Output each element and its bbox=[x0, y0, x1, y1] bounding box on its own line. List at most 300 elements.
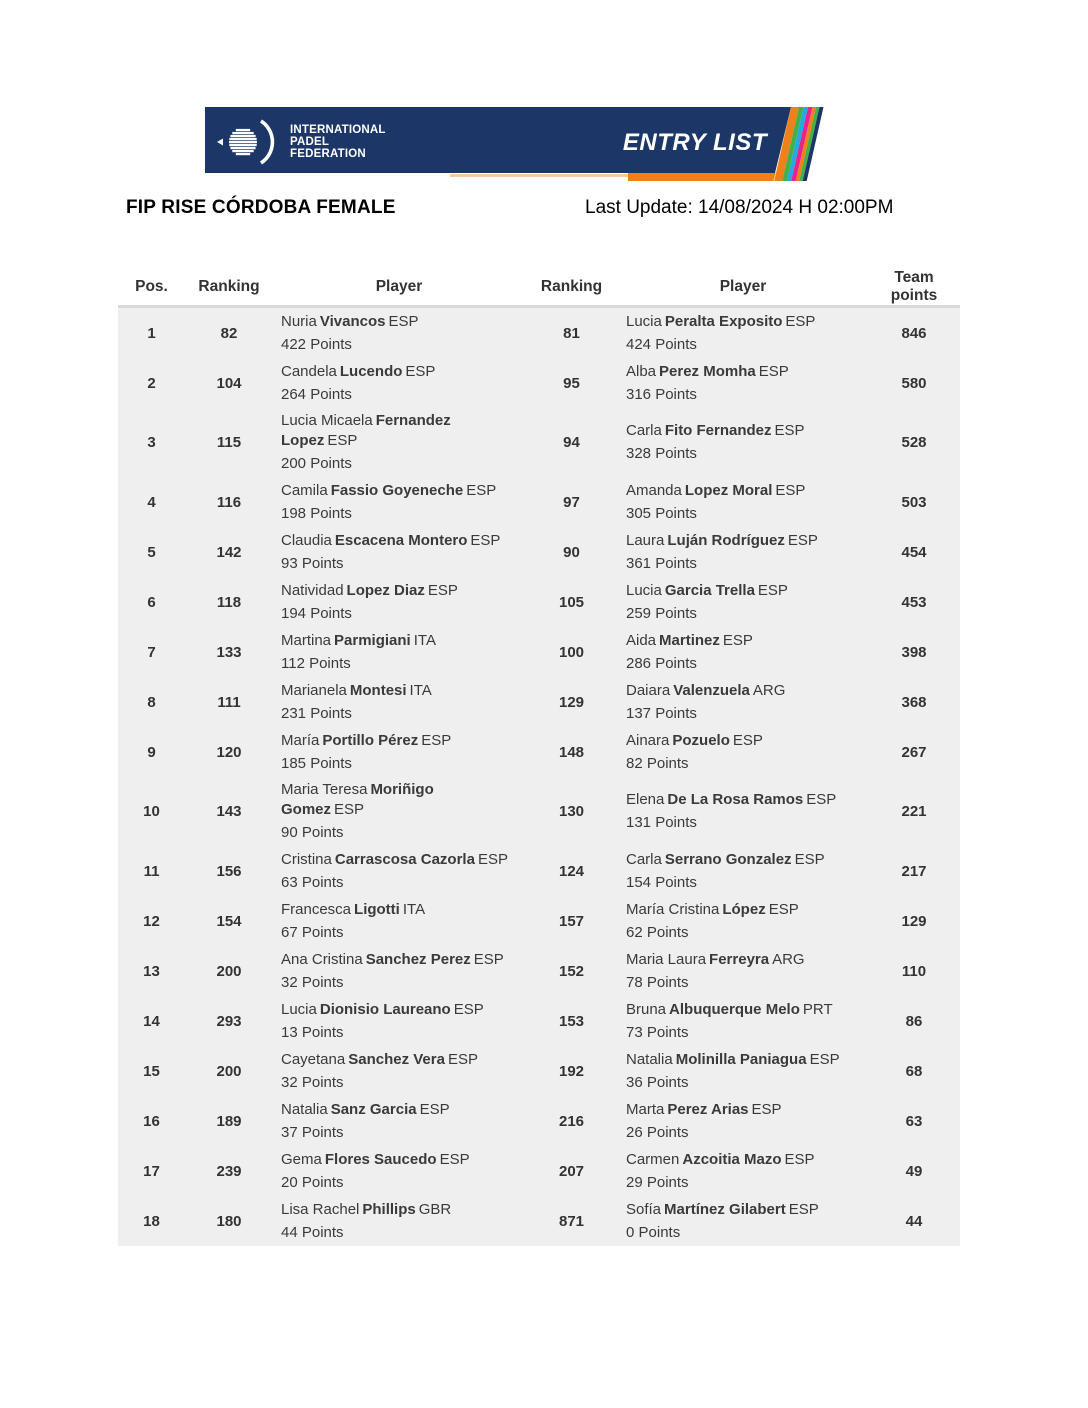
player-first-name: Francesca bbox=[281, 900, 352, 918]
ranking-cell-2: 124 bbox=[558, 862, 585, 880]
col-header-player-1: Player bbox=[375, 277, 423, 295]
pos-cell: 4 bbox=[147, 493, 156, 511]
table-row bbox=[118, 996, 960, 1046]
player-points: 424 Points bbox=[626, 335, 697, 353]
player-last-name: Serrano Gonzalez bbox=[664, 850, 792, 868]
player-last-name: Martínez Gilabert bbox=[664, 1200, 786, 1218]
player-country: ESP bbox=[809, 1050, 840, 1068]
player-first-name: Candela bbox=[281, 362, 337, 380]
player-points: 264 Points bbox=[281, 385, 352, 403]
player-last-name: López bbox=[722, 900, 766, 918]
ranking-cell-1: 189 bbox=[216, 1112, 242, 1130]
banner-graphic bbox=[205, 107, 830, 185]
player-first-name: Sofía bbox=[626, 1200, 662, 1218]
player-cell-2 bbox=[618, 681, 868, 724]
player-cell-1 bbox=[273, 531, 525, 574]
player-country: ESP bbox=[439, 1150, 470, 1168]
table-row bbox=[118, 1046, 960, 1096]
player-name bbox=[626, 362, 862, 382]
player-last-name: Sanchez Perez bbox=[365, 950, 471, 968]
player-points: 32 Points bbox=[281, 973, 344, 991]
player-country: ESP bbox=[787, 531, 818, 549]
pos-cell: 12 bbox=[143, 912, 160, 930]
player-points: 0 Points bbox=[626, 1223, 681, 1241]
player-name bbox=[281, 681, 509, 701]
team-points-cell: 580 bbox=[901, 374, 927, 392]
player-name bbox=[281, 731, 509, 751]
ranking-cell-2: 157 bbox=[558, 912, 585, 930]
player-country: ESP bbox=[774, 422, 805, 439]
player-cell-2 bbox=[618, 790, 868, 833]
table-row bbox=[118, 1146, 960, 1196]
player-cell-2 bbox=[618, 1150, 868, 1193]
player-cell-1 bbox=[273, 780, 525, 843]
ranking-cell-1: 116 bbox=[216, 493, 242, 511]
team-points-cell: 129 bbox=[901, 912, 927, 930]
player-country: ESP bbox=[473, 950, 504, 968]
player-last-name: Pozuelo bbox=[672, 731, 730, 749]
last-update: Last Update: 14/08/2024 H 02:00PM bbox=[585, 197, 894, 218]
player-points: 44 Points bbox=[281, 1223, 344, 1241]
ranking-cell-1: 111 bbox=[217, 693, 241, 711]
player-cell-2 bbox=[618, 1050, 868, 1093]
player-name bbox=[626, 1000, 862, 1020]
player-name bbox=[281, 531, 509, 551]
ranking-cell-1: 200 bbox=[216, 962, 242, 980]
player-country: ESP bbox=[427, 581, 458, 599]
player-first-name: Amanda bbox=[626, 481, 682, 499]
player-cell-2 bbox=[618, 731, 868, 774]
pos-cell: 15 bbox=[143, 1062, 160, 1080]
team-points-cell: 221 bbox=[901, 803, 927, 820]
player-last-name: Lopez Diaz bbox=[346, 581, 425, 599]
team-points-cell: 398 bbox=[901, 643, 927, 661]
player-name bbox=[281, 850, 509, 870]
player-cell-2 bbox=[618, 850, 868, 893]
player-cell-1 bbox=[273, 481, 525, 524]
pos-cell: 3 bbox=[147, 434, 156, 451]
player-points: 67 Points bbox=[281, 923, 344, 941]
player-points: 20 Points bbox=[281, 1173, 344, 1191]
player-first-name: Lisa Rachel bbox=[281, 1200, 360, 1218]
player-country: ESP bbox=[806, 791, 837, 808]
player-cell-2 bbox=[618, 1000, 868, 1043]
player-cell-2 bbox=[618, 950, 868, 993]
table-row bbox=[118, 846, 960, 896]
ranking-cell-2: 153 bbox=[558, 1012, 585, 1030]
player-last-name: Valenzuela bbox=[673, 681, 750, 699]
player-last-name: Escacena Montero bbox=[334, 531, 468, 549]
player-first-name: Natividad bbox=[281, 581, 344, 599]
player-points: 305 Points bbox=[626, 504, 697, 522]
player-country: ESP bbox=[453, 1000, 484, 1018]
player-first-name: Lucia Micaela bbox=[281, 412, 373, 429]
player-country: ESP bbox=[732, 731, 763, 749]
table-row bbox=[118, 777, 960, 846]
ranking-cell-2: 152 bbox=[558, 962, 585, 980]
player-points: 194 Points bbox=[281, 604, 352, 622]
player-last-name: Montesi bbox=[349, 681, 407, 699]
player-country: ESP bbox=[757, 581, 788, 599]
pos-cell: 11 bbox=[143, 862, 160, 880]
team-points-cell: 454 bbox=[901, 543, 927, 561]
player-country: ESP bbox=[775, 481, 806, 499]
player-name bbox=[626, 900, 862, 920]
player-cell-1 bbox=[273, 362, 525, 405]
pos-cell: 7 bbox=[147, 643, 156, 661]
player-name bbox=[281, 411, 509, 451]
player-points: 259 Points bbox=[626, 604, 697, 622]
player-name bbox=[281, 581, 509, 601]
player-first-name: Cristina bbox=[281, 850, 332, 868]
player-cell-2 bbox=[618, 481, 868, 524]
player-cell-1 bbox=[273, 1050, 525, 1093]
player-name bbox=[281, 1050, 509, 1070]
team-points-cell: 86 bbox=[905, 1012, 923, 1030]
pos-cell: 13 bbox=[143, 962, 160, 980]
player-last-name: Azcoitia Mazo bbox=[682, 1150, 782, 1168]
player-points: 200 Points bbox=[281, 455, 352, 472]
player-country: ESP bbox=[466, 481, 497, 499]
player-first-name: Natalia bbox=[281, 1100, 328, 1118]
player-name bbox=[626, 1200, 862, 1220]
player-last-name: Albuquerque Melo bbox=[669, 1000, 800, 1018]
player-first-name: Natalia bbox=[626, 1050, 673, 1068]
player-cell-2 bbox=[618, 362, 868, 405]
entry-list-label: ENTRY LIST bbox=[622, 129, 767, 156]
player-country: ESP bbox=[388, 312, 419, 330]
player-points: 29 Points bbox=[626, 1173, 689, 1191]
player-points: 361 Points bbox=[626, 554, 697, 572]
player-country: ESP bbox=[788, 1200, 819, 1218]
player-cell-1 bbox=[273, 631, 525, 674]
pos-cell: 17 bbox=[143, 1162, 160, 1180]
player-name bbox=[281, 900, 509, 920]
team-points-cell: 503 bbox=[901, 493, 927, 511]
player-name bbox=[626, 1150, 862, 1170]
player-points: 78 Points bbox=[626, 973, 689, 991]
team-points-cell: 44 bbox=[905, 1212, 923, 1230]
player-points: 90 Points bbox=[281, 824, 344, 841]
table-body bbox=[118, 308, 960, 1246]
ranking-cell-1: 200 bbox=[216, 1062, 242, 1080]
player-country: ESP bbox=[768, 900, 799, 918]
pos-cell: 8 bbox=[147, 693, 156, 711]
player-first-name: Carla bbox=[626, 422, 662, 439]
banner-peach-line bbox=[450, 174, 628, 177]
player-last-name: Martinez bbox=[659, 631, 720, 649]
player-first-name: Cayetana bbox=[281, 1050, 346, 1068]
ranking-cell-1: 143 bbox=[216, 803, 242, 820]
player-cell-1 bbox=[273, 850, 525, 893]
ranking-cell-2: 216 bbox=[558, 1112, 585, 1130]
player-cell-1 bbox=[273, 1100, 525, 1143]
team-points-cell: 110 bbox=[901, 962, 927, 980]
player-name bbox=[626, 790, 862, 810]
player-points: 73 Points bbox=[626, 1023, 689, 1041]
ranking-cell-2: 207 bbox=[558, 1162, 585, 1180]
player-last-name: Flores Saucedo bbox=[324, 1150, 437, 1168]
table-row bbox=[118, 896, 960, 946]
player-cell-2 bbox=[618, 581, 868, 624]
player-points: 231 Points bbox=[281, 704, 352, 722]
player-first-name: Camila bbox=[281, 481, 328, 499]
team-points-cell: 49 bbox=[905, 1162, 923, 1180]
ranking-cell-1: 293 bbox=[216, 1012, 242, 1030]
player-name bbox=[626, 481, 862, 501]
player-last-name: Lopez Moral bbox=[684, 481, 773, 499]
player-points: 112 Points bbox=[281, 654, 351, 672]
player-name bbox=[281, 631, 509, 651]
player-last-name: Molinilla Paniagua bbox=[675, 1050, 807, 1068]
player-country: ARG bbox=[752, 681, 786, 699]
player-points: 422 Points bbox=[281, 335, 352, 353]
player-points: 63 Points bbox=[281, 873, 344, 891]
player-last-name: Fernandez Lopez bbox=[281, 412, 451, 449]
player-country: ESP bbox=[421, 731, 452, 749]
player-last-name: Portillo Pérez bbox=[322, 731, 419, 749]
player-points: 198 Points bbox=[281, 504, 352, 522]
col-header-pos: Pos. bbox=[135, 277, 168, 295]
table-row bbox=[118, 1096, 960, 1146]
player-last-name: Ligotti bbox=[354, 900, 400, 918]
player-name bbox=[626, 421, 862, 441]
player-first-name: Marianela bbox=[281, 681, 347, 699]
table-row bbox=[118, 477, 960, 527]
logo-line-3: FEDERATION bbox=[290, 148, 366, 160]
player-points: 82 Points bbox=[626, 754, 689, 772]
ranking-cell-2: 95 bbox=[563, 374, 580, 392]
col-header-ranking-2: Ranking bbox=[540, 277, 603, 295]
player-last-name: Carrascosa Cazorla bbox=[334, 850, 475, 868]
team-points-cell: 846 bbox=[901, 324, 927, 342]
table-row bbox=[118, 527, 960, 577]
ranking-cell-2: 148 bbox=[558, 743, 585, 761]
player-name bbox=[281, 312, 509, 332]
player-points: 37 Points bbox=[281, 1123, 344, 1141]
table-row bbox=[118, 677, 960, 727]
player-last-name: Fito Fernandez bbox=[664, 422, 772, 439]
player-name bbox=[626, 950, 862, 970]
ranking-cell-2: 90 bbox=[563, 543, 580, 561]
player-country: PRT bbox=[802, 1000, 833, 1018]
player-country: ESP bbox=[722, 631, 753, 649]
player-name bbox=[626, 631, 862, 651]
table-row bbox=[118, 408, 960, 477]
player-last-name: Sanchez Vera bbox=[348, 1050, 445, 1068]
ranking-cell-2: 105 bbox=[558, 593, 585, 611]
player-first-name: Nuria bbox=[281, 312, 317, 330]
player-points: 26 Points bbox=[626, 1123, 689, 1141]
player-first-name: Ainara bbox=[626, 731, 670, 749]
player-first-name: Maria Laura bbox=[626, 950, 707, 968]
pos-cell: 6 bbox=[147, 593, 156, 611]
team-points-cell: 453 bbox=[901, 593, 927, 611]
player-name bbox=[281, 362, 509, 382]
player-points: 131 Points bbox=[626, 814, 697, 831]
player-cell-1 bbox=[273, 411, 525, 474]
player-name bbox=[281, 481, 509, 501]
player-name bbox=[626, 581, 862, 601]
player-last-name: Dionisio Laureano bbox=[319, 1000, 451, 1018]
ranking-cell-1: 82 bbox=[220, 324, 238, 342]
player-first-name: María Cristina bbox=[626, 900, 720, 918]
ranking-cell-1: 180 bbox=[216, 1212, 242, 1230]
player-country: ITA bbox=[409, 681, 432, 699]
player-last-name: Peralta Exposito bbox=[664, 312, 783, 330]
player-cell-2 bbox=[618, 631, 868, 674]
player-country: ESP bbox=[785, 312, 816, 330]
player-country: ITA bbox=[413, 631, 436, 649]
ranking-cell-1: 156 bbox=[216, 862, 242, 880]
ranking-cell-1: 133 bbox=[216, 643, 242, 661]
player-country: ESP bbox=[447, 1050, 478, 1068]
player-name bbox=[626, 312, 862, 332]
team-points-cell: 267 bbox=[901, 743, 927, 761]
player-points: 286 Points bbox=[626, 654, 697, 672]
player-last-name: Luján Rodríguez bbox=[667, 531, 785, 549]
ranking-cell-2: 94 bbox=[563, 434, 580, 451]
ranking-cell-1: 154 bbox=[216, 912, 242, 930]
ranking-cell-1: 142 bbox=[216, 543, 242, 561]
player-country: ESP bbox=[334, 801, 365, 818]
player-cell-2 bbox=[618, 900, 868, 943]
player-cell-1 bbox=[273, 681, 525, 724]
player-country: ITA bbox=[402, 900, 426, 918]
player-first-name: Carla bbox=[626, 850, 662, 868]
table-row bbox=[118, 1196, 960, 1246]
ranking-cell-1: 239 bbox=[216, 1162, 242, 1180]
player-first-name: Aida bbox=[626, 631, 657, 649]
player-first-name: Claudia bbox=[281, 531, 332, 549]
entry-table bbox=[118, 268, 960, 1246]
player-last-name: De La Rosa Ramos bbox=[667, 791, 804, 808]
player-cell-2 bbox=[618, 1100, 868, 1143]
team-points-cell: 217 bbox=[901, 862, 927, 880]
ranking-cell-2: 130 bbox=[558, 803, 585, 820]
table-row bbox=[118, 727, 960, 777]
pos-cell: 5 bbox=[147, 543, 156, 561]
player-points: 316 Points bbox=[626, 385, 697, 403]
player-first-name: Elena bbox=[626, 791, 665, 808]
col-header-team-points: Team points bbox=[890, 268, 938, 304]
player-cell-1 bbox=[273, 1150, 525, 1193]
table-row bbox=[118, 577, 960, 627]
player-last-name: Lucendo bbox=[339, 362, 403, 380]
pos-cell: 18 bbox=[143, 1212, 160, 1230]
ranking-cell-2: 100 bbox=[558, 643, 585, 661]
player-first-name: Marta bbox=[626, 1100, 665, 1118]
player-cell-2 bbox=[618, 1200, 868, 1243]
player-last-name: Ferreyra bbox=[709, 950, 770, 968]
player-country: ESP bbox=[794, 850, 825, 868]
player-name bbox=[626, 731, 862, 751]
col-header-ranking-1: Ranking bbox=[198, 277, 260, 295]
logo-line-2: PADEL bbox=[290, 136, 330, 148]
player-first-name: Carmen bbox=[626, 1150, 680, 1168]
pos-cell: 14 bbox=[143, 1012, 160, 1030]
ranking-cell-2: 97 bbox=[563, 493, 580, 511]
player-points: 36 Points bbox=[626, 1073, 689, 1091]
ranking-cell-2: 871 bbox=[558, 1212, 585, 1230]
player-country: ESP bbox=[784, 1150, 815, 1168]
player-first-name: Gema bbox=[281, 1150, 322, 1168]
player-country: ESP bbox=[327, 432, 358, 449]
player-points: 13 Points bbox=[281, 1023, 344, 1041]
ranking-cell-1: 118 bbox=[216, 593, 242, 611]
player-cell-2 bbox=[618, 531, 868, 574]
player-points: 137 Points bbox=[626, 704, 697, 722]
player-cell-1 bbox=[273, 731, 525, 774]
page-title: FIP RISE CÓRDOBA FEMALE bbox=[126, 197, 396, 218]
player-last-name: Parmigiani bbox=[334, 631, 411, 649]
table-row bbox=[118, 358, 960, 408]
player-cell-1 bbox=[273, 1200, 525, 1243]
player-last-name: Perez Arias bbox=[667, 1100, 749, 1118]
player-first-name: Lucia bbox=[281, 1000, 317, 1018]
logo-line-1: INTERNATIONAL bbox=[290, 124, 386, 136]
ranking-cell-1: 104 bbox=[216, 374, 242, 392]
player-name bbox=[281, 950, 509, 970]
player-last-name: Garcia Trella bbox=[664, 581, 755, 599]
player-country: ESP bbox=[470, 531, 501, 549]
player-first-name: Ana Cristina bbox=[281, 950, 363, 968]
player-first-name: Lucia bbox=[626, 581, 662, 599]
player-cell-1 bbox=[273, 581, 525, 624]
player-last-name: Sanz Garcia bbox=[330, 1100, 417, 1118]
player-cell-1 bbox=[273, 900, 525, 943]
player-name bbox=[626, 531, 862, 551]
table-row bbox=[118, 946, 960, 996]
player-last-name: Moriñigo Gomez bbox=[281, 781, 434, 818]
player-points: 62 Points bbox=[626, 923, 689, 941]
player-country: ESP bbox=[405, 362, 436, 380]
player-name bbox=[626, 681, 862, 701]
ranking-cell-2: 81 bbox=[563, 324, 580, 342]
player-last-name: Vivancos bbox=[319, 312, 386, 330]
player-cell-2 bbox=[618, 312, 868, 355]
player-first-name: María bbox=[281, 731, 320, 749]
player-first-name: Maria Teresa bbox=[281, 781, 368, 798]
player-name bbox=[626, 1050, 862, 1070]
player-name bbox=[626, 850, 862, 870]
player-first-name: Martina bbox=[281, 631, 332, 649]
pos-cell: 10 bbox=[143, 803, 160, 820]
team-points-cell: 528 bbox=[901, 434, 927, 451]
player-cell-1 bbox=[273, 312, 525, 355]
player-last-name: Phillips bbox=[362, 1200, 416, 1218]
player-country: ESP bbox=[751, 1100, 782, 1118]
player-country: ARG bbox=[772, 950, 805, 968]
team-points-cell: 68 bbox=[905, 1062, 923, 1080]
pos-cell: 16 bbox=[143, 1112, 160, 1130]
player-first-name: Alba bbox=[626, 362, 657, 380]
player-first-name: Lucia bbox=[626, 312, 662, 330]
player-cell-1 bbox=[273, 950, 525, 993]
ipf-entry-list-banner bbox=[205, 107, 830, 185]
player-country: ESP bbox=[758, 362, 789, 380]
player-name bbox=[281, 780, 509, 820]
ranking-cell-2: 192 bbox=[558, 1062, 585, 1080]
pos-cell: 9 bbox=[147, 743, 156, 761]
col-header-player-2: Player bbox=[719, 277, 767, 295]
team-points-cell: 368 bbox=[901, 693, 927, 711]
player-country: GBR bbox=[418, 1200, 452, 1218]
player-points: 154 Points bbox=[626, 873, 697, 891]
player-name bbox=[281, 1150, 509, 1170]
player-last-name: Perez Momha bbox=[659, 362, 756, 380]
pos-cell: 2 bbox=[147, 374, 156, 392]
